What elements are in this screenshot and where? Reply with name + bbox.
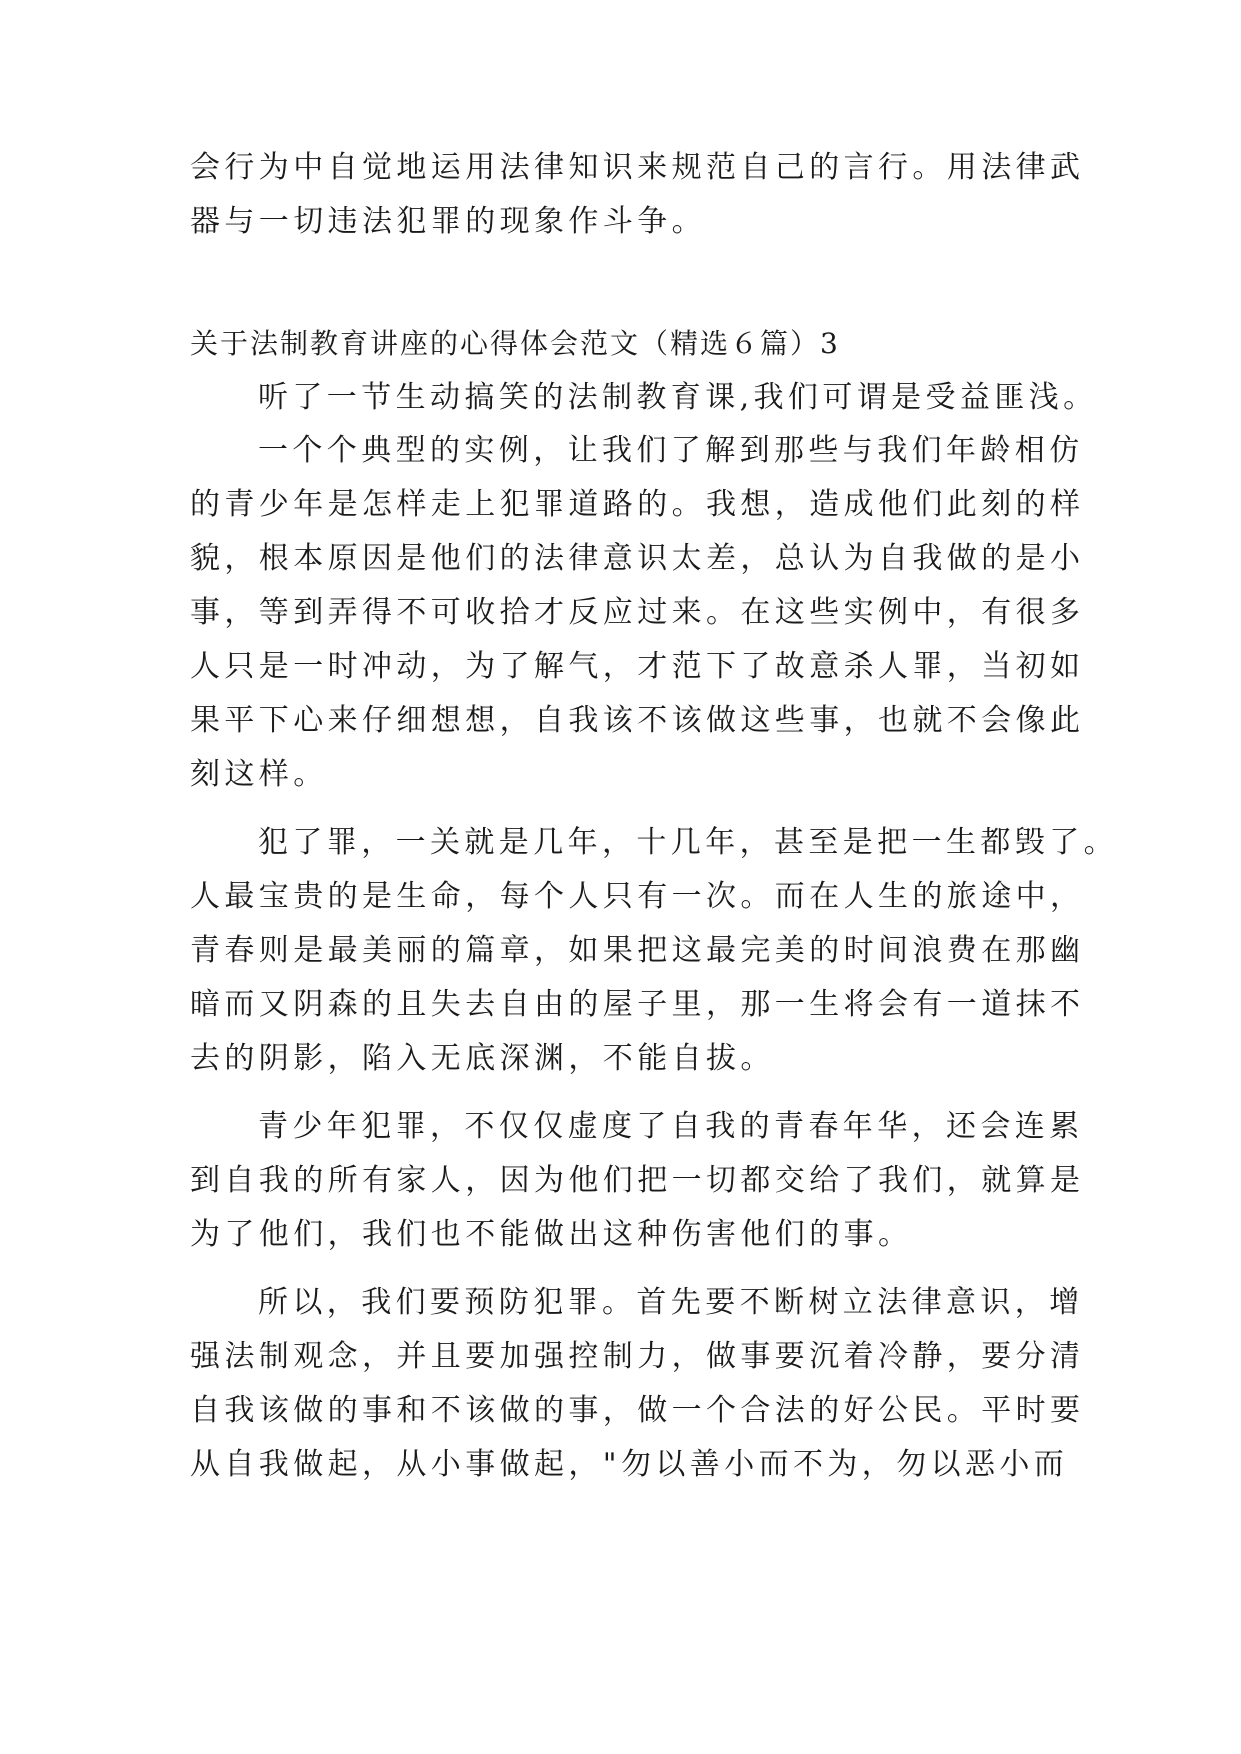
paragraph-4-line-1: 青少年犯罪，不仅仅虚度了自我的青春年华，还会连累 [258,1109,1084,1144]
paragraph-4-line-2: 到自我的所有家人，因为他们把一切都交给了我们，就算是 [190,1163,1085,1198]
paragraph-3-line-5: 去的阴影，陷入无底深渊，不能自拔。 [190,1041,775,1076]
section-heading: 关于法制教育讲座的心得体会范文（精选６篇）3 [190,327,840,360]
paragraph-5-line-3: 自我该做的事和不该做的事，做一个合法的好公民。平时要 [190,1393,1085,1428]
paragraph-5-line-2: 强法制观念，并且要加强控制力，做事要沉着冷静，要分清 [190,1339,1085,1374]
paragraph-2-line-7: 刻这样。 [190,757,328,792]
text-line-2: 器与一切违法犯罪的现象作斗争。 [190,204,706,239]
text-line-1: 会行为中自觉地运用法律知识来规范自己的言行。用法律武 [190,150,1085,185]
paragraph-5-line-1: 所以，我们要预防犯罪。首先要不断树立法律意识，增 [258,1285,1084,1320]
paragraph-1-line-1: 听了一节生动搞笑的法制教育课,我们可谓是受益匪浅。 [258,380,1098,415]
paragraph-2-line-4: 事，等到弄得不可收拾才反应过来。在这些实例中，有很多 [190,595,1085,630]
paragraph-3-line-3: 青春则是最美丽的篇章，如果把这最完美的时间浪费在那幽 [190,933,1085,968]
paragraph-3-line-2: 人最宝贵的是生命，每个人只有一次。而在人生的旅途中， [190,879,1085,914]
paragraph-3-line-4: 暗而又阴森的且失去自由的屋子里，那一生将会有一道抹不 [190,987,1085,1022]
paragraph-2-line-6: 果平下心来仔细想想，自我该不该做这些事，也就不会像此 [190,703,1085,738]
paragraph-2-line-5: 人只是一时冲动，为了解气，才范下了故意杀人罪，当初如 [190,649,1085,684]
paragraph-2-line-3: 貌，根本原因是他们的法律意识太差，总认为自我做的是小 [190,541,1085,576]
paragraph-2-line-2: 的青少年是怎样走上犯罪道路的。我想，造成他们此刻的样 [190,487,1085,522]
paragraph-3-line-1: 犯了罪，一关就是几年，十几年，甚至是把一生都毁了。 [258,825,1118,860]
paragraph-5-line-4: 从自我做起，从小事做起，"勿以善小而不为，勿以恶小而 [190,1447,1069,1482]
paragraph-4-line-3: 为了他们，我们也不能做出这种伤害他们的事。 [190,1217,913,1252]
paragraph-2-line-1: 一个个典型的实例，让我们了解到那些与我们年龄相仿 [258,433,1084,468]
